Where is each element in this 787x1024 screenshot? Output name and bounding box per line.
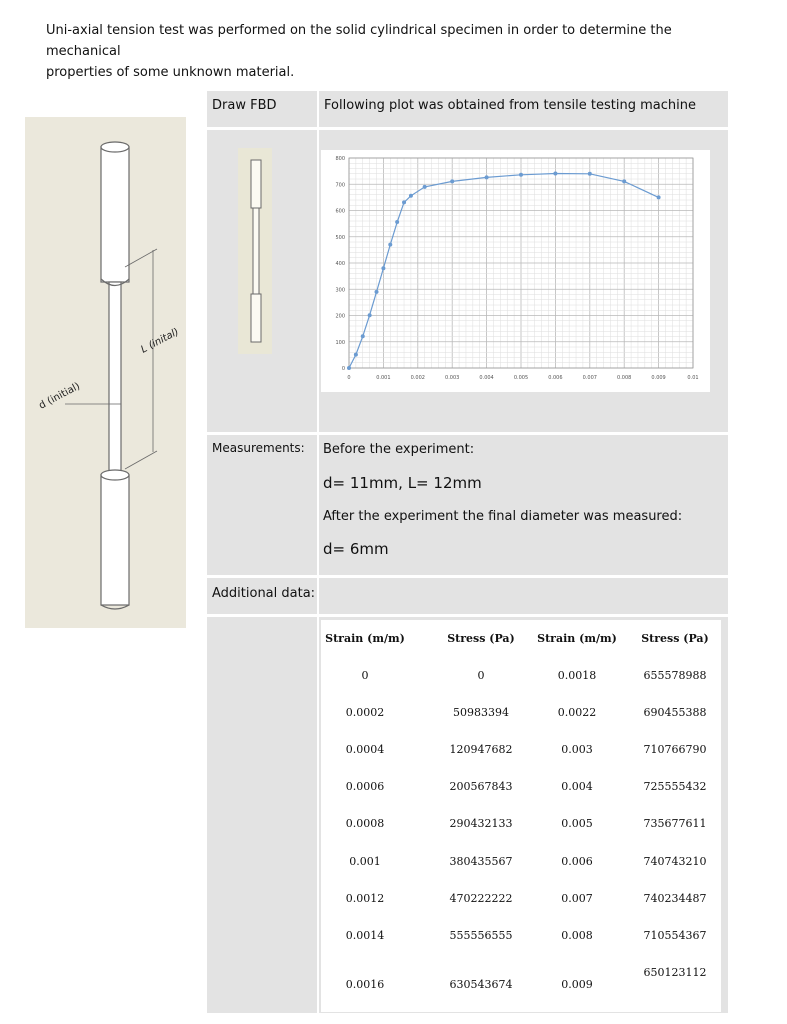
data-point (519, 173, 523, 177)
data-point (402, 200, 406, 204)
header-strain-left: Strain (m/m) (325, 632, 405, 645)
data-point (450, 179, 454, 183)
specimen-drawing (25, 117, 186, 628)
data-point (395, 220, 399, 224)
left-strain-8: 0.0014 (345, 929, 385, 942)
right-stress-2: 690455388 (643, 706, 707, 719)
x-tick-label: 0.008 (617, 375, 632, 381)
fbd-specimen-sketch (238, 148, 272, 354)
data-point (354, 353, 358, 357)
y-tick-label: 500 (335, 234, 345, 241)
x-tick-label: 0.006 (548, 375, 563, 381)
data-point (381, 266, 385, 270)
right-stress-3: 710766790 (643, 743, 707, 756)
y-tick-label: 800 (335, 156, 345, 162)
right-strain-6: 0.006 (561, 855, 593, 868)
left-strain-6: 0.001 (349, 855, 381, 868)
specimen-figure (25, 117, 186, 628)
fbd-label: Draw FBD (212, 98, 277, 113)
left-strain-5: 0.0008 (345, 817, 385, 830)
header-stress-right: Stress (Pa) (641, 632, 709, 645)
right-strain-8: 0.008 (561, 929, 593, 942)
left-stress-2: 50983394 (453, 706, 509, 719)
final-diameter: d= 6mm (323, 540, 389, 558)
stress-strain-line (349, 174, 659, 369)
data-point (553, 171, 557, 175)
x-tick-label: 0.005 (513, 375, 529, 381)
plot-heading: Following plot was obtained from tensile testing machine (324, 98, 696, 113)
left-strain-9: 0.0016 (345, 978, 385, 991)
left-stress-8: 555556555 (449, 929, 513, 942)
y-tick-label: 400 (335, 261, 345, 267)
additional-label: Additional data: (212, 586, 316, 601)
header-stress-left: Stress (Pa) (447, 632, 515, 645)
data-point (423, 185, 427, 189)
left-stress-3: 120947682 (449, 743, 513, 756)
data-point (361, 334, 365, 338)
right-stress-8: 710554367 (643, 929, 707, 942)
left-strain-1: 0 (361, 669, 369, 682)
data-point (388, 243, 392, 247)
l-initial-label: L (inital) (139, 326, 181, 356)
left-strain-4: 0.0006 (345, 780, 385, 793)
additional-left-cell (207, 617, 317, 1013)
data-point (368, 313, 372, 317)
right-stress-7: 740234487 (643, 892, 707, 905)
data-point (347, 366, 351, 370)
left-stress-6: 380435567 (449, 855, 513, 868)
y-tick-label: 0 (341, 366, 345, 372)
x-tick-label: 0 (347, 375, 351, 381)
after-experiment-text: After the experiment the final diameter was measured: (323, 509, 683, 524)
left-stress-9: 630543674 (449, 978, 513, 991)
intro-line-1: Uni-axial tension test was performed on the solid cylindrical specimen in order to determine the mechanical (46, 23, 672, 59)
right-strain-9: 0.009 (561, 978, 593, 991)
y-tick-label: 100 (335, 339, 345, 346)
chart-svg (321, 150, 710, 392)
y-tick-label: 600 (335, 208, 345, 215)
stress-strain-chart (321, 150, 710, 392)
x-tick-label: 0.002 (410, 375, 425, 381)
measurements-label: Measurements: (212, 441, 305, 455)
left-stress-1: 0 (477, 669, 485, 682)
y-tick-label: 200 (335, 313, 345, 320)
right-strain-4: 0.004 (561, 780, 593, 793)
right-strain-7: 0.007 (561, 892, 593, 905)
right-stress-4: 725555432 (643, 780, 707, 793)
before-experiment-text: Before the experiment: (323, 442, 475, 457)
right-stress-5: 735677611 (643, 817, 707, 830)
data-point (485, 175, 489, 179)
data-table (321, 620, 721, 1012)
right-stress-6: 740743210 (643, 855, 707, 868)
measurements-label-cell (207, 435, 317, 575)
left-stress-5: 290432133 (449, 817, 513, 830)
x-tick-label: 0.004 (479, 375, 494, 381)
intro-text (46, 20, 736, 83)
right-strain-5: 0.005 (561, 817, 593, 830)
left-stress-7: 470222222 (449, 892, 513, 905)
data-point (375, 290, 379, 294)
x-tick-label: 0.003 (445, 375, 460, 381)
left-strain-3: 0.0004 (345, 743, 385, 756)
y-tick-label: 700 (335, 182, 345, 189)
data-point (622, 179, 626, 183)
left-strain-2: 0.0002 (345, 706, 385, 719)
y-tick-label: 300 (335, 287, 345, 294)
d-initial-label: d (initial) (37, 380, 83, 412)
right-stress-9: 650123112 (643, 966, 707, 979)
data-point (657, 195, 661, 199)
x-tick-label: 0.001 (376, 375, 391, 381)
right-strain-2: 0.0022 (557, 706, 597, 719)
data-point (588, 172, 592, 176)
additional-header-cell (319, 578, 728, 614)
right-strain-1: 0.0018 (557, 669, 597, 682)
header-strain-right: Strain (m/m) (537, 632, 617, 645)
left-strain-7: 0.0012 (345, 892, 385, 905)
left-stress-4: 200567843 (449, 780, 513, 793)
x-tick-label: 0.01 (687, 375, 699, 381)
right-stress-1: 655578988 (643, 669, 707, 682)
intro-line-2: properties of some unknown material. (46, 65, 295, 80)
data-point (409, 194, 413, 198)
x-tick-label: 0.009 (651, 375, 666, 381)
x-tick-label: 0.007 (582, 375, 597, 381)
right-strain-3: 0.003 (561, 743, 593, 756)
initial-dimensions: d= 11mm, L= 12mm (323, 474, 482, 492)
